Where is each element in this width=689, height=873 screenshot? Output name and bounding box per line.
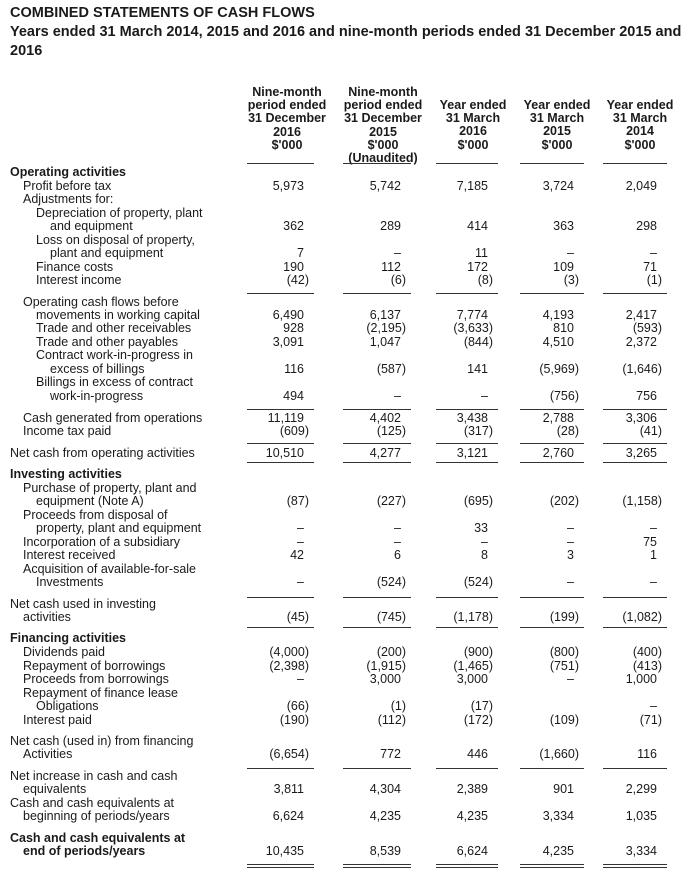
row-label: Net cash used in investing — [10, 597, 156, 611]
row-label: Activities — [23, 747, 73, 761]
column-header-line: $'000 — [457, 137, 489, 152]
column-header-line: Year ended — [523, 98, 591, 112]
statement-title: COMBINED STATEMENTS OF CASH FLOWS — [10, 5, 315, 21]
column-header-line: 31 March — [612, 111, 668, 126]
value-cell-prob: 1,000 — [625, 672, 657, 686]
subtotal-rule — [436, 409, 498, 410]
row-label: Interest income — [36, 273, 122, 287]
column-header-line: $'000 — [367, 137, 399, 152]
column-header-line: Nine-month — [252, 85, 322, 99]
value-cell-trec: (2,195) — [366, 321, 406, 335]
subtotal-rule — [343, 462, 411, 463]
value-cell-tpay: 2,372 — [625, 335, 657, 349]
value-cell-intpaid: (172) — [463, 713, 493, 727]
subtotal-rule — [603, 409, 667, 410]
column-header-line: Year ended — [606, 98, 674, 112]
row-label: Incorporation of a subsidiary — [23, 535, 181, 549]
subtotal-rule — [343, 409, 411, 410]
column-header-line: 2016 — [459, 124, 487, 139]
column-header-line: 31 March — [445, 111, 501, 126]
value-cell-pur: (87) — [286, 494, 309, 508]
value-cell-intinc: (1) — [646, 273, 662, 287]
value-cell-div: (4,000) — [269, 645, 309, 659]
value-cell-proc: – — [650, 521, 657, 535]
value-cell-tpay: 4,510 — [542, 335, 574, 349]
value-cell-ce: 6,624 — [456, 844, 488, 858]
value-cell-proc: – — [297, 521, 304, 535]
double-underline — [436, 864, 498, 865]
value-cell-trec: 928 — [283, 321, 304, 335]
row-label: Cash and cash equivalents at — [10, 796, 174, 810]
subtotal-rule — [343, 163, 411, 164]
subtotal-rule — [520, 462, 584, 463]
value-cell-bil: 494 — [283, 389, 304, 403]
value-cell-acq: – — [297, 575, 304, 589]
value-cell-div: (900) — [463, 645, 493, 659]
value-cell-pur: (227) — [376, 494, 406, 508]
row-label: Profit before tax — [23, 179, 112, 193]
value-cell-pur: (695) — [463, 494, 493, 508]
value-cell-cb: 1,035 — [625, 809, 657, 823]
column-header-line: 31 December — [344, 111, 422, 126]
subtotal-rule — [520, 597, 584, 598]
value-cell-div: (200) — [376, 645, 406, 659]
subtotal-rule — [343, 627, 411, 628]
column-header-line: Year ended — [439, 98, 507, 112]
value-cell-pbt: 2,049 — [625, 179, 657, 193]
value-cell-ncfin: (6,654) — [269, 747, 309, 761]
value-cell-acq: – — [650, 575, 657, 589]
value-cell-ce: 8,539 — [369, 844, 401, 858]
value-cell-intinc: (8) — [477, 273, 493, 287]
double-underline — [343, 864, 411, 865]
column-header-line: 2014 — [626, 124, 654, 139]
value-cell-ni: 3,811 — [273, 782, 304, 796]
value-cell-cwip: (5,969) — [539, 362, 579, 376]
row-label-closing-cash: Cash and cash equivalents at — [10, 831, 186, 845]
value-cell-acq: (524) — [376, 575, 406, 589]
row-label: beginning of periods/years — [23, 809, 170, 823]
row-label: Dividends paid — [23, 645, 105, 659]
row-label: activities — [23, 610, 71, 624]
value-cell-cb: 4,235 — [456, 809, 488, 823]
value-cell-cwip: (1,646) — [622, 362, 662, 376]
double-underline — [436, 867, 498, 868]
double-underline — [247, 867, 314, 868]
column-header-line: period ended — [343, 98, 423, 113]
value-cell-ncop: 2,760 — [542, 446, 574, 460]
column-header-nine-month-2015 — [335, 86, 431, 165]
value-cell-prob: – — [297, 672, 304, 686]
value-cell-pbt: 5,973 — [272, 179, 304, 193]
value-cell-cb: 3,334 — [542, 809, 574, 823]
value-cell-ni: 2,299 — [625, 782, 657, 796]
value-cell-cb: 4,235 — [369, 809, 401, 823]
subtotal-rule — [343, 443, 411, 444]
row-label: Interest paid — [23, 713, 92, 727]
row-label: Net cash from operating activities — [10, 446, 195, 460]
value-cell-intrec: 3 — [567, 548, 574, 562]
subtotal-rule — [247, 409, 314, 410]
value-cell-loss: – — [567, 246, 574, 260]
value-cell-tpay: (844) — [463, 335, 493, 349]
row-label: Billings in excess of contract — [36, 375, 194, 389]
row-label: Loss on disposal of property, — [36, 233, 195, 247]
value-cell-proc: – — [394, 521, 401, 535]
row-label: Depreciation of property, plant — [36, 206, 203, 220]
subtotal-rule — [520, 627, 584, 628]
value-cell-ocf: 6,137 — [369, 308, 401, 322]
row-label: Repayment of borrowings — [23, 659, 166, 673]
row-label: Obligations — [36, 699, 99, 713]
double-underline — [247, 864, 314, 865]
column-header-line: 2015 — [369, 124, 397, 139]
value-cell-trec: (3,633) — [453, 321, 493, 335]
row-label: Net cash (used in) from financing — [10, 734, 194, 748]
value-cell-prob: – — [567, 672, 574, 686]
value-cell-intinc: (3) — [563, 273, 579, 287]
value-cell-pbt: 5,742 — [369, 179, 401, 193]
value-cell-ncfin: (1,660) — [539, 747, 579, 761]
double-underline — [520, 867, 584, 868]
value-cell-intrec: 1 — [650, 548, 657, 562]
value-cell-ncinv: (45) — [286, 610, 309, 624]
subtotal-rule — [436, 627, 498, 628]
value-cell-intinc: (6) — [390, 273, 406, 287]
row-label: Investments — [36, 575, 104, 589]
value-cell-repl: (17) — [470, 699, 493, 713]
double-underline — [603, 867, 667, 868]
row-label-closing-cash: end of periods/years — [23, 844, 146, 858]
subtotal-rule — [603, 597, 667, 598]
row-label: and equipment — [50, 219, 133, 233]
column-header-line: 31 December — [248, 111, 326, 126]
value-cell-ncinv: (745) — [376, 610, 406, 624]
value-cell-div: (400) — [632, 645, 662, 659]
value-cell-loss: 11 — [475, 246, 488, 260]
value-cell-intrec: 42 — [290, 548, 304, 562]
value-cell-incorp: 75 — [643, 535, 657, 549]
value-cell-ncinv: (199) — [549, 610, 579, 624]
row-label: excess of billings — [50, 362, 145, 376]
value-cell-trec: (593) — [632, 321, 662, 335]
value-cell-repb: (2,398) — [269, 659, 309, 673]
value-cell-intpaid: (71) — [639, 713, 662, 727]
value-cell-pbt: 3,724 — [542, 179, 574, 193]
value-cell-cgo: 2,788 — [542, 411, 574, 425]
subtotal-rule — [603, 443, 667, 444]
value-cell-bil: – — [394, 389, 401, 403]
row-label: Interest received — [23, 548, 116, 562]
value-cell-fin: 172 — [467, 260, 488, 274]
value-cell-dep: 289 — [380, 219, 401, 233]
column-header-line: period ended — [247, 98, 327, 113]
value-cell-incorp: – — [394, 535, 401, 549]
column-header-line: $'000 — [624, 137, 656, 152]
subtotal-rule — [603, 768, 667, 769]
row-label: Purchase of property, plant and — [23, 481, 197, 495]
subtotal-rule — [436, 597, 498, 598]
value-cell-incorp: – — [567, 535, 574, 549]
value-cell-cb: 6,624 — [272, 809, 304, 823]
value-cell-fin: 71 — [643, 260, 657, 274]
value-cell-intinc: (42) — [286, 273, 309, 287]
value-cell-intpaid: (112) — [377, 713, 406, 727]
value-cell-div: (800) — [549, 645, 579, 659]
row-label: Income tax paid — [23, 424, 112, 438]
column-header-line: $'000 — [271, 137, 303, 152]
row-label: Proceeds from borrowings — [23, 672, 169, 686]
value-cell-tax: (28) — [556, 424, 579, 438]
value-cell-ncop: 3,265 — [625, 446, 657, 460]
row-label: equipment (Note A) — [36, 494, 144, 508]
value-cell-cwip: (587) — [376, 362, 406, 376]
double-underline — [520, 864, 584, 865]
double-underline — [343, 867, 411, 868]
value-cell-fin: 190 — [283, 260, 304, 274]
value-cell-ncop: 10,510 — [265, 446, 304, 460]
value-cell-ocf: 7,774 — [456, 308, 488, 322]
column-header-year-2016 — [432, 99, 514, 152]
value-cell-ni: 4,304 — [369, 782, 401, 796]
subtotal-rule — [520, 293, 584, 294]
value-cell-dep: 363 — [553, 219, 574, 233]
statement-subtitle: Years ended 31 March 2014, 2015 and 2016 and nine-month periods ended 31 December 2015 and 2016 — [10, 24, 682, 59]
subtotal-rule — [247, 627, 314, 628]
value-cell-ni: 2,389 — [456, 782, 488, 796]
value-cell-intrec: 8 — [481, 548, 488, 562]
value-cell-cgo: 3,438 — [456, 411, 488, 425]
section-heading-financing: Financing activities — [10, 631, 127, 645]
value-cell-tax: (125) — [376, 424, 406, 438]
subtotal-rule — [247, 293, 314, 294]
value-cell-bil: – — [481, 389, 488, 403]
subtotal-rule — [436, 293, 498, 294]
value-cell-incorp: – — [297, 535, 304, 549]
section-heading-operating: Operating activities — [10, 165, 127, 179]
value-cell-repb: (413) — [632, 659, 662, 673]
value-cell-fin: 112 — [381, 260, 401, 274]
value-cell-tpay: 3,091 — [272, 335, 304, 349]
value-cell-dep: 298 — [636, 219, 657, 233]
row-label: Net increase in cash and cash — [10, 769, 178, 783]
value-cell-loss: 7 — [297, 246, 304, 260]
value-cell-pbt: 7,185 — [456, 179, 488, 193]
row-label: Cash generated from operations — [23, 411, 203, 425]
column-header-year-2014 — [599, 99, 681, 152]
subtotal-rule — [247, 462, 314, 463]
value-cell-ncinv: (1,082) — [622, 610, 662, 624]
subtotal-rule — [603, 462, 667, 463]
row-label: Operating cash flows before — [23, 295, 179, 309]
value-cell-ncfin: 446 — [467, 747, 488, 761]
value-cell-intpaid: (190) — [279, 713, 309, 727]
column-header-line: Nine-month — [348, 85, 418, 99]
subtotal-rule — [436, 462, 498, 463]
value-cell-tax: (317) — [463, 424, 493, 438]
row-label: Contract work-in-progress in — [36, 348, 193, 362]
row-label: Trade and other payables — [36, 335, 178, 349]
value-cell-prob: 3,000 — [456, 672, 488, 686]
value-cell-repl: (1) — [390, 699, 406, 713]
value-cell-ncfin: 116 — [637, 747, 657, 761]
row-label: plant and equipment — [50, 246, 164, 260]
subtotal-rule — [343, 293, 411, 294]
row-label: Repayment of finance lease — [23, 686, 178, 700]
value-cell-tpay: 1,047 — [369, 335, 401, 349]
row-label: Finance costs — [36, 260, 114, 274]
subtotal-rule — [436, 768, 498, 769]
value-cell-repb: (1,465) — [453, 659, 493, 673]
value-cell-bil: (756) — [549, 389, 579, 403]
value-cell-proc: 33 — [474, 521, 488, 535]
value-cell-ce: 4,235 — [542, 844, 574, 858]
subtotal-rule — [603, 293, 667, 294]
row-label: equivalents — [23, 782, 87, 796]
section-heading-investing: Investing activities — [10, 467, 122, 481]
value-cell-acq: – — [567, 575, 574, 589]
value-cell-cgo: 3,306 — [625, 411, 657, 425]
value-cell-ncop: 3,121 — [456, 446, 488, 460]
subtotal-rule — [436, 443, 498, 444]
value-cell-repl: – — [650, 699, 657, 713]
row-label: Trade and other receivables — [36, 321, 192, 335]
column-header-line: 2015 — [543, 124, 571, 139]
subtotal-rule — [247, 443, 314, 444]
subtotal-rule — [603, 163, 667, 164]
value-cell-ocf: 2,417 — [625, 308, 657, 322]
subtotal-rule — [436, 163, 498, 164]
value-cell-loss: – — [650, 246, 657, 260]
value-cell-acq: (524) — [463, 575, 493, 589]
column-header-line: 2016 — [273, 124, 301, 139]
value-cell-ncinv: (1,178) — [453, 610, 493, 624]
value-cell-ocf: 6,490 — [272, 308, 304, 322]
value-cell-pur: (1,158) — [622, 494, 662, 508]
value-cell-cgo: 4,402 — [369, 411, 401, 425]
value-cell-ce: 10,435 — [265, 844, 304, 858]
column-header-year-2015 — [516, 99, 598, 152]
value-cell-ncfin: 772 — [380, 747, 401, 761]
column-header-nine-month-2016 — [240, 86, 334, 152]
double-underline — [603, 864, 667, 865]
value-cell-dep: 414 — [467, 219, 488, 233]
value-cell-incorp: – — [481, 535, 488, 549]
subtotal-rule — [520, 163, 584, 164]
row-label: Acquisition of available-for-sale — [23, 562, 197, 576]
row-label: property, plant and equipment — [36, 521, 202, 535]
subtotal-rule — [343, 768, 411, 769]
value-cell-bil: 756 — [636, 389, 657, 403]
subtotal-rule — [603, 627, 667, 628]
value-cell-intrec: 6 — [394, 548, 401, 562]
row-label: Adjustments for: — [23, 192, 114, 206]
subtotal-rule — [520, 443, 584, 444]
value-cell-repb: (1,915) — [366, 659, 406, 673]
row-label: Proceeds from disposal of — [23, 508, 168, 522]
row-label: work-in-progress — [50, 389, 144, 403]
subtotal-rule — [520, 409, 584, 410]
unaudited-label: (Unaudited) — [348, 151, 418, 166]
value-cell-intpaid: (109) — [549, 713, 579, 727]
value-cell-ce: 3,334 — [625, 844, 657, 858]
row-label: movements in working capital — [36, 308, 200, 322]
value-cell-tax: (609) — [279, 424, 309, 438]
subtotal-rule — [247, 597, 314, 598]
value-cell-trec: 810 — [553, 321, 574, 335]
value-cell-proc: – — [567, 521, 574, 535]
value-cell-prob: 3,000 — [369, 672, 401, 686]
subtotal-rule — [343, 597, 411, 598]
value-cell-cwip: 116 — [284, 362, 304, 376]
value-cell-dep: 362 — [283, 219, 304, 233]
value-cell-ncop: 4,277 — [369, 446, 401, 460]
subtotal-rule — [520, 768, 584, 769]
value-cell-cwip: 141 — [467, 362, 488, 376]
value-cell-ni: 901 — [553, 782, 574, 796]
column-header-line: 31 March — [529, 111, 585, 126]
value-cell-cgo: 11,119 — [267, 411, 304, 425]
subtotal-rule — [247, 163, 314, 164]
value-cell-repl: (66) — [286, 699, 309, 713]
value-cell-ocf: 4,193 — [542, 308, 574, 322]
column-header-line: $'000 — [541, 137, 573, 152]
value-cell-loss: – — [394, 246, 401, 260]
value-cell-fin: 109 — [553, 260, 574, 274]
value-cell-pur: (202) — [549, 494, 579, 508]
value-cell-repb: (751) — [549, 659, 579, 673]
value-cell-tax: (41) — [639, 424, 662, 438]
subtotal-rule — [247, 768, 314, 769]
